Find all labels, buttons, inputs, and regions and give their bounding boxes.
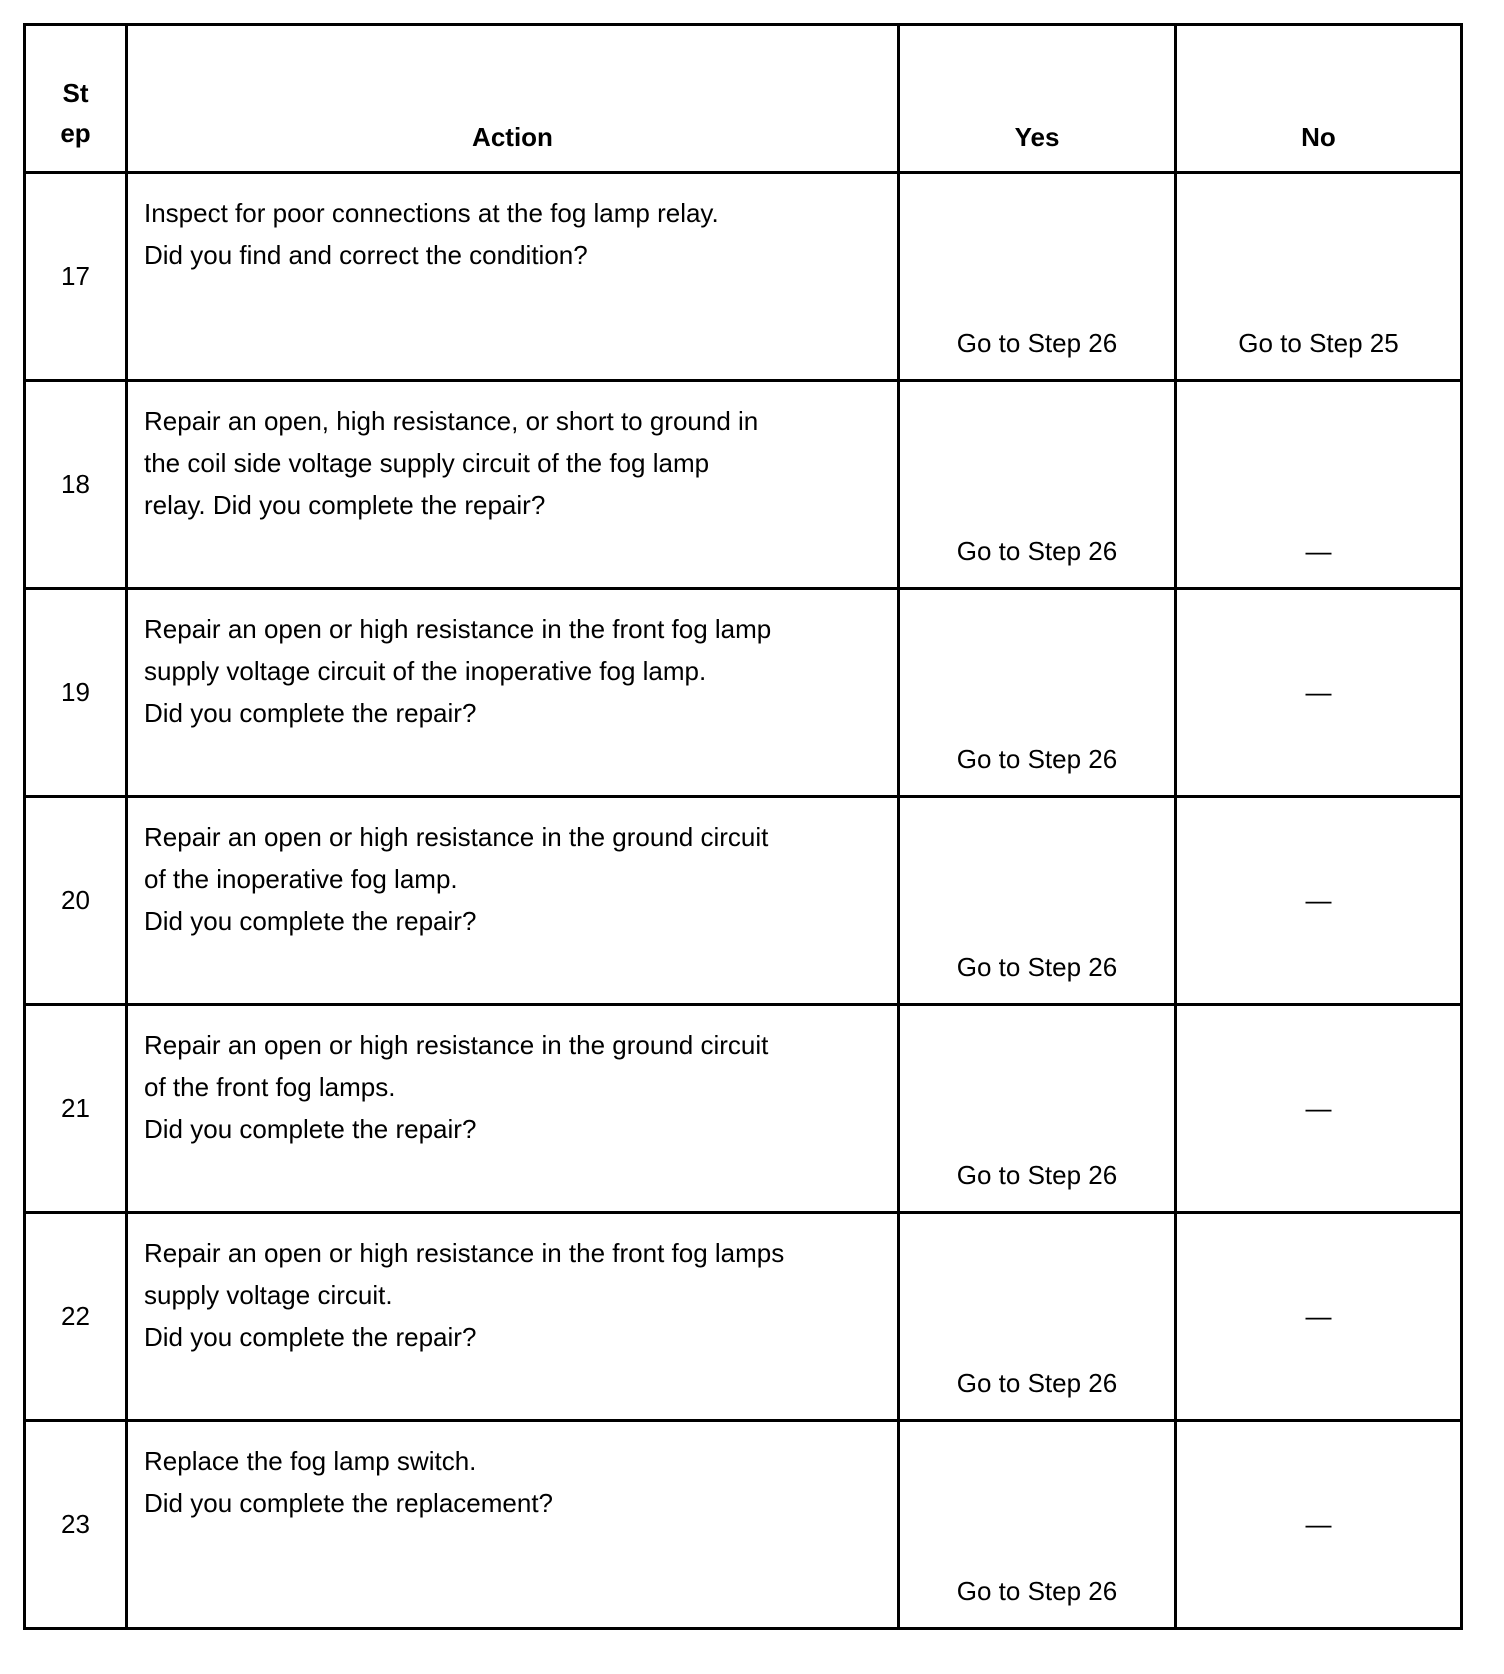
action-line: of the front fog lamps. bbox=[144, 1072, 396, 1102]
no-cell: — bbox=[1176, 1213, 1462, 1421]
yes-column-header: Yes bbox=[899, 25, 1176, 173]
no-cell: — bbox=[1176, 1421, 1462, 1629]
action-line: Did you complete the repair? bbox=[144, 1114, 477, 1144]
no-cell: — bbox=[1176, 381, 1462, 589]
table-row bbox=[25, 1213, 1462, 1421]
action-line: the coil side voltage supply circuit of the fog lamp bbox=[144, 448, 710, 478]
yes-cell: Go to Step 26 bbox=[899, 173, 1176, 381]
action-line: relay. Did you complete the repair? bbox=[144, 490, 546, 520]
action-cell bbox=[127, 1421, 899, 1629]
action-line: Did you find and correct the condition? bbox=[144, 240, 588, 270]
table-row bbox=[25, 173, 1462, 381]
yes-cell: Go to Step 26 bbox=[899, 1213, 1176, 1421]
action-cell bbox=[127, 797, 899, 1005]
no-cell: — bbox=[1176, 589, 1462, 797]
action-cell bbox=[127, 1213, 899, 1421]
action-line: supply voltage circuit of the inoperative fog lamp. bbox=[144, 656, 707, 686]
step-number: 20 bbox=[25, 797, 127, 1005]
yes-cell: Go to Step 26 bbox=[899, 797, 1176, 1005]
step-number: 17 bbox=[25, 173, 127, 381]
action-column-header: Action bbox=[127, 25, 899, 173]
yes-cell: Go to Step 26 bbox=[899, 1421, 1176, 1629]
yes-cell: Go to Step 26 bbox=[899, 381, 1176, 589]
action-cell bbox=[127, 173, 899, 381]
action-cell bbox=[127, 589, 899, 797]
action-line: Replace the fog lamp switch. bbox=[144, 1446, 477, 1476]
yes-cell: Go to Step 26 bbox=[899, 589, 1176, 797]
table-row bbox=[25, 1421, 1462, 1629]
table-row bbox=[25, 1005, 1462, 1213]
action-line: Repair an open or high resistance in the ground circuit bbox=[144, 822, 769, 852]
step-header-line2: ep bbox=[60, 118, 91, 148]
table-row bbox=[25, 797, 1462, 1005]
action-cell bbox=[127, 1005, 899, 1213]
action-line: Did you complete the repair? bbox=[144, 906, 477, 936]
step-number: 21 bbox=[25, 1005, 127, 1213]
no-cell: — bbox=[1176, 797, 1462, 1005]
action-line: Repair an open, high resistance, or short to ground in bbox=[144, 406, 759, 436]
action-line: supply voltage circuit. bbox=[144, 1280, 393, 1310]
table-row bbox=[25, 589, 1462, 797]
yes-cell: Go to Step 26 bbox=[899, 1005, 1176, 1213]
step-number: 23 bbox=[25, 1421, 127, 1629]
action-cell bbox=[127, 381, 899, 589]
table-row bbox=[25, 381, 1462, 589]
action-line: Did you complete the repair? bbox=[144, 1322, 477, 1352]
diagnostic-table bbox=[23, 23, 1463, 1630]
action-line: Repair an open or high resistance in the front fog lamps bbox=[144, 1238, 785, 1268]
action-line: Repair an open or high resistance in the ground circuit bbox=[144, 1030, 769, 1060]
action-line: of the inoperative fog lamp. bbox=[144, 864, 458, 894]
action-line: Did you complete the replacement? bbox=[144, 1488, 554, 1518]
step-column-header bbox=[25, 25, 127, 173]
no-cell: Go to Step 25 bbox=[1176, 173, 1462, 381]
action-line: Did you complete the repair? bbox=[144, 698, 477, 728]
step-number: 19 bbox=[25, 589, 127, 797]
no-column-header: No bbox=[1176, 25, 1462, 173]
step-header-line1: St bbox=[62, 78, 89, 108]
action-line: Repair an open or high resistance in the front fog lamp bbox=[144, 614, 772, 644]
no-cell: — bbox=[1176, 1005, 1462, 1213]
header-row bbox=[25, 25, 1462, 173]
action-line: Inspect for poor connections at the fog lamp relay. bbox=[144, 198, 719, 228]
step-number: 18 bbox=[25, 381, 127, 589]
step-number: 22 bbox=[25, 1213, 127, 1421]
